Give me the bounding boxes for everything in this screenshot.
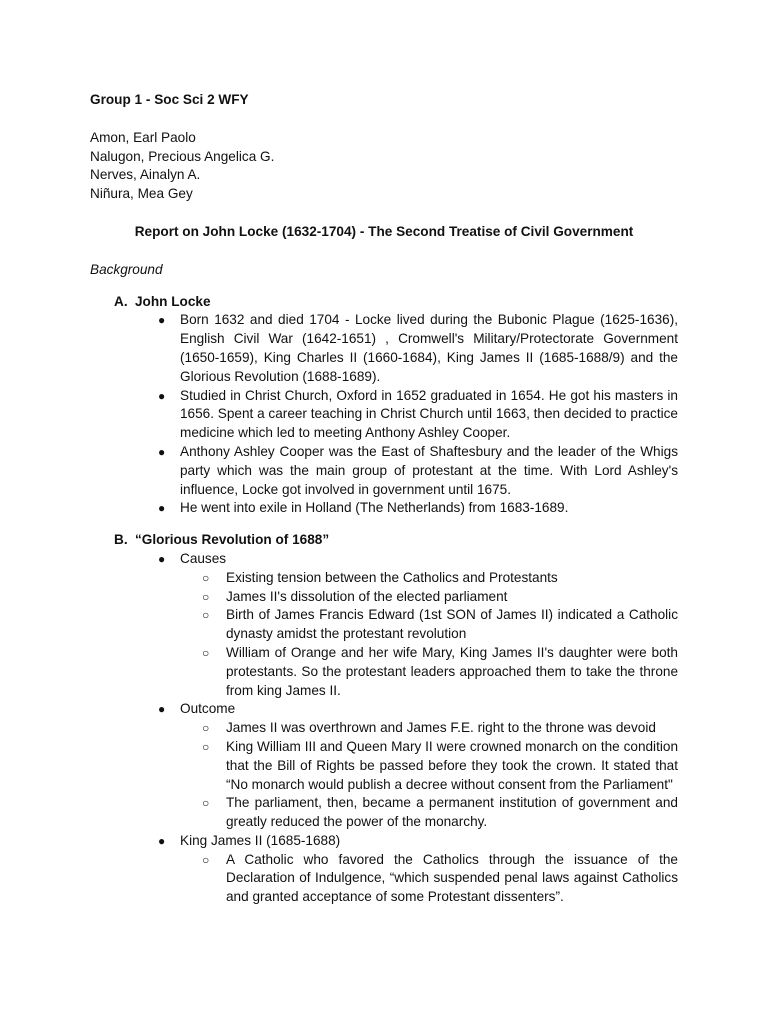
list-item-text: He went into exile in Holland (The Netherlands) from 1683-1689.: [180, 500, 569, 516]
sub-list-item-text: James II was overthrown and James F.E. right to the throne was devoid: [226, 720, 656, 736]
member-name: Nalugon, Precious Angelica G.: [90, 148, 275, 164]
sub-list-item-text: William of Orange and her wife Mary, King James II's daughter were both protestants. So the protestant leaders approached them to take the throne from king James II.: [226, 644, 678, 698]
bullet-icon: ●: [158, 444, 166, 459]
list-item-text: Anthony Ashley Cooper was the East of Shaftesbury and the leader of the Whigs party which was the main group of protestant at the time. With Lord Ashley's influence, Locke got involved in government until 1675.: [180, 443, 678, 497]
member-name: Nerves, Ainalyn A.: [90, 167, 201, 183]
bullet-icon: ●: [158, 702, 166, 717]
section-title: “Glorious Revolution of 1688”: [135, 532, 330, 548]
document-page: [90, 91, 678, 907]
sub-list-item: [90, 569, 678, 588]
sub-list-item: [90, 588, 678, 607]
report-title: Report on John Locke (1632-1704) - The Second Treatise of Civil Government: [134, 223, 634, 239]
list-item-text: Outcome: [180, 701, 236, 717]
circle-bullet-icon: ○: [202, 739, 210, 754]
bullet-list: [90, 550, 678, 907]
list-item: [90, 550, 678, 700]
sub-list-item-text: A Catholic who favored the Catholics through the issuance of the Declaration of Indulgence, “which suspended penal laws against Catholics and granted acceptance of some Protestant dissenters”.: [226, 851, 678, 905]
member-name: Amon, Earl Paolo: [90, 129, 196, 145]
section-john-locke: [90, 293, 678, 519]
circle-bullet-icon: ○: [202, 721, 210, 736]
list-item-text: Born 1632 and died 1704 - Locke lived during the Bubonic Plague (1625-1636), English Civil War (1642-1651) , Cromwell's Military/Protectorate Government (1650-1659), King Charles II (1660-1684), King James II (1685-1688/9) and the Glorious Revolution (1688-1689).: [180, 312, 678, 384]
section-heading: [90, 293, 678, 312]
sub-bullet-list: [180, 719, 678, 832]
list-item-text: King James II (1685-1688): [180, 832, 341, 848]
bullet-icon: ●: [158, 313, 166, 328]
list-item: [90, 700, 678, 832]
sub-list-item: [90, 606, 678, 644]
sub-bullet-list: [180, 569, 678, 701]
list-item: [90, 443, 678, 499]
sub-list-item: [90, 794, 678, 832]
sub-list-item: [90, 851, 678, 907]
circle-bullet-icon: ○: [202, 570, 210, 585]
list-item-text: Causes: [180, 550, 227, 566]
sub-list-item: [90, 738, 678, 794]
sub-list-item-text: Birth of James Francis Edward (1st SON of James II) indicated a Catholic dynasty amidst the protestant revolution: [226, 607, 678, 642]
sub-list-item: [90, 719, 678, 738]
group-title: Group 1 - Soc Sci 2 WFY: [90, 92, 249, 107]
circle-bullet-icon: ○: [202, 645, 210, 660]
list-item: [90, 311, 678, 386]
circle-bullet-icon: ○: [202, 608, 210, 623]
bullet-icon: ●: [158, 501, 166, 516]
list-item: [90, 387, 678, 443]
bullet-icon: ●: [158, 551, 166, 566]
list-item-text: Studied in Christ Church, Oxford in 1652 graduated in 1654. He got his masters in 1656. Spent a career teaching in Christ Church until 1663, then decided to practice medicine which led to meeting Anthony Ashley Cooper.: [180, 387, 678, 441]
list-item: [90, 499, 678, 518]
member-name: Niñura, Mea Gey: [90, 186, 193, 202]
sub-list-item-text: King William III and Queen Mary II were crowned monarch on the condition that the Bill of Rights be passed before they took the crown. It stated that “No monarch would publish a decree without consent from the Parliament": [226, 738, 678, 792]
bullet-list: [90, 311, 678, 518]
circle-bullet-icon: ○: [202, 796, 210, 811]
section-title: John Locke: [135, 293, 211, 309]
section-heading: [90, 531, 678, 550]
circle-bullet-icon: ○: [202, 589, 210, 604]
member-list: [90, 129, 678, 204]
background-label: Background: [90, 261, 163, 277]
bullet-icon: ●: [158, 833, 166, 848]
section-letter: A.: [114, 293, 128, 309]
list-item: [90, 832, 678, 907]
sub-list-item-text: James II's dissolution of the elected parliament: [226, 588, 508, 604]
sub-list-item: [90, 644, 678, 700]
sub-bullet-list: [180, 851, 678, 907]
sub-list-item-text: The parliament, then, became a permanent institution of government and greatly reduced the power of the monarchy.: [226, 795, 678, 830]
bullet-icon: ●: [158, 388, 166, 403]
sub-list-item-text: Existing tension between the Catholics and Protestants: [226, 569, 558, 585]
circle-bullet-icon: ○: [202, 852, 210, 867]
section-glorious-revolution: [90, 531, 678, 907]
section-letter: B.: [114, 532, 128, 548]
